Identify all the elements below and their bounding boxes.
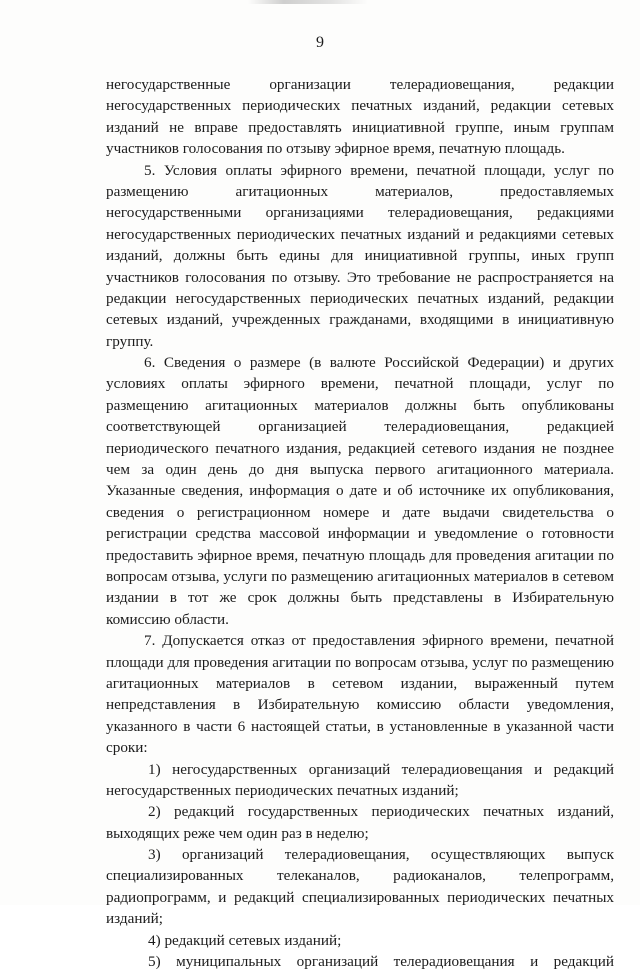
text-line: вопросам отзыва, услуги по размещению агитационных материалов в сетевом	[106, 567, 614, 585]
text-line: негосударственные организации телерадиовещания, редакции	[106, 76, 614, 93]
text-line: соответствующей организацией телерадиовещания, редакцией	[106, 418, 614, 436]
text-line: комиссию области.	[106, 610, 229, 628]
text-line: радиопрограмм, и редакций специализированных периодических печатных	[106, 888, 614, 906]
text-line: выходящих реже чем один раз в неделю;	[106, 824, 369, 842]
text-line: 6. Сведения о размере (в валюте Российской Федерации) и других	[144, 354, 614, 372]
text-line: 7. Допускается отказ от предоставления эфирного времени, печатной	[144, 632, 614, 650]
text-line: чем за один день до дня выпуска первого агитационного материала.	[106, 461, 614, 479]
text-line: изданий не вправе предоставлять инициативной группе, иным группам	[106, 118, 614, 136]
text-line: Указанные сведения, информация о дате и об источнике их опубликования,	[106, 482, 614, 500]
text-line: непредставления в Избирательную комиссию области уведомления,	[106, 696, 614, 714]
text-line: негосударственных периодических печатных изданий, редакции сетевых	[106, 97, 614, 115]
text-line: негосударственных периодических печатных изданий и редакциями сетевых	[106, 225, 614, 243]
text-line: сроки:	[106, 739, 148, 757]
text-line: негосударственных периодических печатных изданий;	[106, 781, 459, 799]
text-line: 1) негосударственных организаций телерадиовещания и редакций	[148, 760, 614, 778]
text-line: 5) муниципальных организаций телерадиовещания и редакций	[148, 953, 614, 971]
text-line: размещению агитационных материалов, предоставляемых	[106, 182, 614, 200]
text-line: изданий;	[106, 910, 163, 928]
text-line: издании в тот же срок должны быть представлены в Избирательную	[106, 589, 614, 607]
text-line: размещению агитационных материалов должны быть опубликованы	[106, 396, 614, 414]
text-line: 5. Условия оплаты эфирного времени, печатной площади, услуг по	[144, 161, 614, 179]
text-line: сведения о регистрационном номере и дате выдачи свидетельства о	[106, 503, 614, 521]
text-line: 2) редакций государственных периодических печатных изданий,	[148, 803, 614, 821]
text-line: сетевых изданий, учрежденных гражданами, входящими в инициативную	[106, 311, 614, 329]
text-line: специализированных телеканалов, радиоканалов, телепрограмм,	[106, 867, 614, 885]
text-line: регистрации средства массовой информации и уведомление о готовности	[106, 525, 614, 543]
text-line: указанного в части 6 настоящей статьи, в установленные в указанной части	[106, 717, 614, 735]
document-body	[106, 74, 614, 972]
scan-smudge	[248, 0, 368, 4]
text-line: участников голосования по отзыву эфирное время, печатную площадь.	[106, 140, 565, 158]
page-number: 9	[316, 34, 324, 51]
text-line: периодического печатного издания, редакцией сетевого издания не позднее	[106, 439, 614, 457]
text-line: площади для проведения агитации по вопросам отзыва, услуг по размещению	[106, 653, 614, 671]
text-line: негосударственными организациями телерадиовещания, редакциями	[106, 204, 614, 222]
text-line: 4) редакций сетевых изданий;	[148, 931, 342, 949]
text-line: агитационных материалов в сетевом издании, выраженный путем	[106, 674, 614, 692]
text-line: участников голосования по отзыву. Это требование не распространяется на	[106, 268, 614, 286]
text-line: предоставить эфирное время, печатную площадь для проведения агитации по	[106, 546, 614, 564]
text-line: изданий, должны быть едины для инициативной группы, иных групп	[106, 247, 614, 265]
text-line: 3) организаций телерадиовещания, осуществляющих выпуск	[148, 846, 614, 864]
text-line: редакции негосударственных периодических печатных изданий, редакции	[106, 289, 614, 307]
text-line: условиях оплаты эфирного времени, печатной площади, услуг по	[106, 375, 614, 393]
text-line: группу.	[106, 332, 154, 350]
